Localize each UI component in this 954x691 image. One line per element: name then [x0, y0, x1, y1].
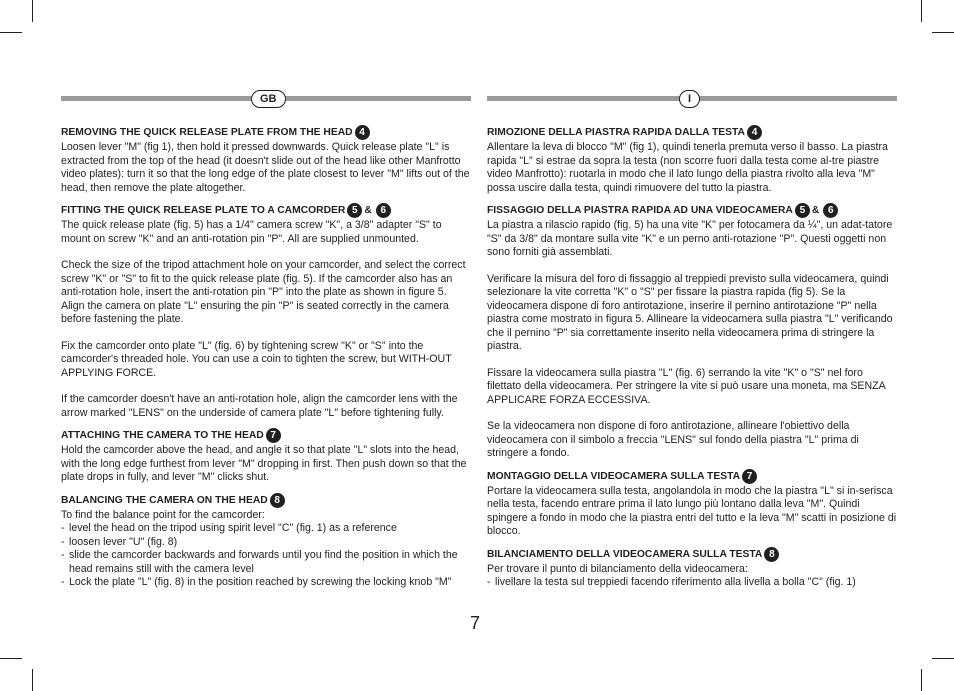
- crop-mark: [932, 32, 954, 33]
- figure-number-badge: 6: [823, 203, 838, 218]
- section-heading-text: BILANCIAMENTO DELLA VIDEOCAMERA SULLA TESTA: [487, 548, 763, 560]
- paragraph: Per trovare il punto di bilanciamento della videocamera:: [487, 562, 748, 575]
- section-heading: [487, 125, 897, 140]
- list-item: - slide the camcorder backwards and forwards until you find the position in which the head remains still with the camera level: [61, 549, 471, 576]
- section-heading-text: RIMOZIONE DELLA PIASTRA RAPIDA DALLA TESTA: [487, 127, 745, 139]
- crop-mark: [921, 669, 922, 691]
- ampersand: &: [811, 205, 820, 217]
- figure-number-badge: 4: [355, 125, 370, 140]
- figure-number-badge: 8: [270, 493, 285, 508]
- paragraph: The quick release plate (fig. 5) has a 1/4" camera screw "K", a 3/8" adapter "S" to mount on screw "K" and an anti-rotation pin "P". All are supplied unmounted.: [61, 219, 442, 245]
- section: [487, 469, 897, 539]
- paragraph: Verificare la misura del foro di fissaggio al treppiedi previsto sulla videocamera, quindi selezionare la vite corretta "K" o "S" per fissare la piastra rapida (fig 5). Se la videocamera dispone di foro antirotazione, inserire il pernino antirotazione "P" nella piastra come mostrato in figura 5. Allineare la videocamera sulla piastra "L" verificando che il pernino "P" sia correttamente inserito nella videocamera prima di stringere la piastra.: [487, 272, 893, 352]
- step-list: [487, 576, 897, 590]
- list-item: - livellare la testa sul treppiedi facendo riferimento alla livella a bolla "C" (fig. 1): [487, 576, 897, 590]
- figure-number-badge: 6: [376, 203, 391, 218]
- section-heading: [61, 493, 471, 508]
- step-list: [61, 522, 471, 590]
- list-item: - Lock the plate "L" (fig. 8) in the position reached by screwing the locking knob "M": [61, 576, 471, 590]
- section-heading-text: BALANCING THE CAMERA ON THE HEAD: [61, 494, 268, 506]
- section-heading: [61, 203, 471, 218]
- crop-mark: [932, 658, 954, 659]
- language-badge: GB: [251, 90, 286, 108]
- instructions-content: [61, 125, 471, 590]
- section: [487, 547, 897, 590]
- section: [61, 428, 471, 485]
- paragraph: Se la videocamera non dispone di foro antirotazione, allineare l'obiettivo della videocamera con il simbolo a freccia "LENS" sul fondo della piastra "L" prima di stringere a fondo.: [487, 420, 859, 459]
- list-item: - level the head on the tripod using spirit level "C" (fig. 1) as a reference: [61, 522, 471, 536]
- figure-number-badge: 5: [795, 203, 810, 218]
- paragraph: If the camcorder doesn't have an anti-rotation hole, align the camcorder lens with the arrow marked "LENS" on the underside of camera plate "L" before tightening fully.: [61, 393, 458, 419]
- section-heading: [487, 203, 897, 218]
- section-heading-text: MONTAGGIO DELLA VIDEOCAMERA SULLA TESTA: [487, 470, 741, 482]
- figure-number-badge: 7: [266, 428, 281, 443]
- paragraph: La piastra a rilascio rapido (fig. 5) ha una vite "K" per fotocamera da ¼", un adat-tatore "S" da 3/8" da montare sulla vite "K" e un perno anti-rotazione "P". Questi oggetti non sono forniti già assemblati.: [487, 219, 893, 258]
- page-number: 7: [470, 613, 481, 633]
- section-heading: [61, 428, 471, 443]
- section: [487, 125, 897, 195]
- language-bar: [487, 90, 897, 108]
- instructions-content: [487, 125, 897, 590]
- figure-number-badge: 5: [347, 203, 362, 218]
- paragraph: Allentare la leva di blocco "M" (fig 1), quindi tenerla premuta verso il basso. La piastra rapida "L" si estrae da sopra la testa (non scorre fuori dalla testa come al-tre piastre video Manfrotto): ruotarla in modo che il lato lungo della piastra rivolto alla leva "M" possa uscire dalla testa, quindi rimuovere del tutto la piastra.: [487, 141, 888, 194]
- language-badge: I: [679, 90, 700, 108]
- paragraph: Loosen lever "M" (fig 1), then hold it pressed downwards. Quick release plate "L" is extracted from the top of the head (it doesn't slide out of the head like other Manfrotto video plates): turn it so that the long edge of the plate closest to lever "M" lifts out of the head, then remove the plate altogether.: [61, 141, 470, 194]
- paragraph: To find the balance point for the camcorder:: [61, 508, 265, 521]
- figure-number-badge: 7: [742, 469, 757, 484]
- section-heading: [487, 547, 897, 562]
- paragraph: Check the size of the tripod attachment hole on your camcorder, and select the correct screw "K" or "S" to fit to the quick release plate (fig. 5). If the camcorder also has an anti-rotation hole, insert the anti-rotation pin "P" into the plate as shown in figure 5. Align the camera on plate "L" ensuring the pin "P" is seated correctly in the camera before fastening the plate.: [61, 259, 466, 325]
- paragraph: Fissare la videocamera sulla piastra "L" (fig. 6) serrando la vite "K" o "S" nel foro filettato della videocamera. Per stringere la vite si può usare una moneta, ma SENZA APPLICARE FORZA ECCESSIVA.: [487, 366, 886, 406]
- figure-number-badge: 8: [764, 547, 779, 562]
- ampersand: &: [364, 205, 372, 217]
- section-heading: [61, 125, 471, 140]
- section: [61, 203, 471, 420]
- section: [61, 493, 471, 590]
- section: [61, 125, 471, 195]
- column-english: [61, 90, 471, 590]
- crop-mark: [32, 0, 33, 22]
- paragraph: Fix the camcorder onto plate "L" (fig. 6) by tightening screw "K" or "S" into the camcorder's threaded hole. You can use a coin to tighten the screw, but WITH-OUT APPLYING FORCE.: [61, 339, 452, 379]
- section-heading-text: ATTACHING THE CAMERA TO THE HEAD: [61, 430, 264, 442]
- section-heading: [487, 469, 897, 484]
- section-heading-text: REMOVING THE QUICK RELEASE PLATE FROM THE HEAD: [61, 127, 353, 139]
- section: [487, 203, 897, 461]
- crop-mark: [0, 32, 22, 33]
- section-heading-text: FISSAGGIO DELLA PIASTRA RAPIDA AD UNA VIDEOCAMERA: [487, 205, 793, 217]
- paragraph: Hold the camcorder above the head, and angle it so that plate "L" slots into the head, with the long edge furthest from lever "M" dropping in first. Then push down so that the plate drops in fully, and lever "M" clicks shut.: [61, 444, 467, 483]
- crop-mark: [921, 0, 922, 22]
- crop-mark: [32, 669, 33, 691]
- language-bar: [61, 90, 471, 108]
- crop-mark: [0, 658, 22, 659]
- list-item: - loosen lever "U" (fig. 8): [61, 536, 471, 550]
- section-heading-text: FITTING THE QUICK RELEASE PLATE TO A CAMCORDER: [61, 205, 346, 217]
- figure-number-badge: 4: [747, 125, 762, 140]
- paragraph: Portare la videocamera sulla testa, angolandola in modo che la piastra "L" si in-serisca nella testa, facendo entrare prima il lato lungo più lontano dalla leva "M". Quindi spingere a fondo in modo che la piastra entri del tutto e la leva "M" scatti in posizione di blocco.: [487, 484, 897, 537]
- column-italian: [487, 90, 897, 590]
